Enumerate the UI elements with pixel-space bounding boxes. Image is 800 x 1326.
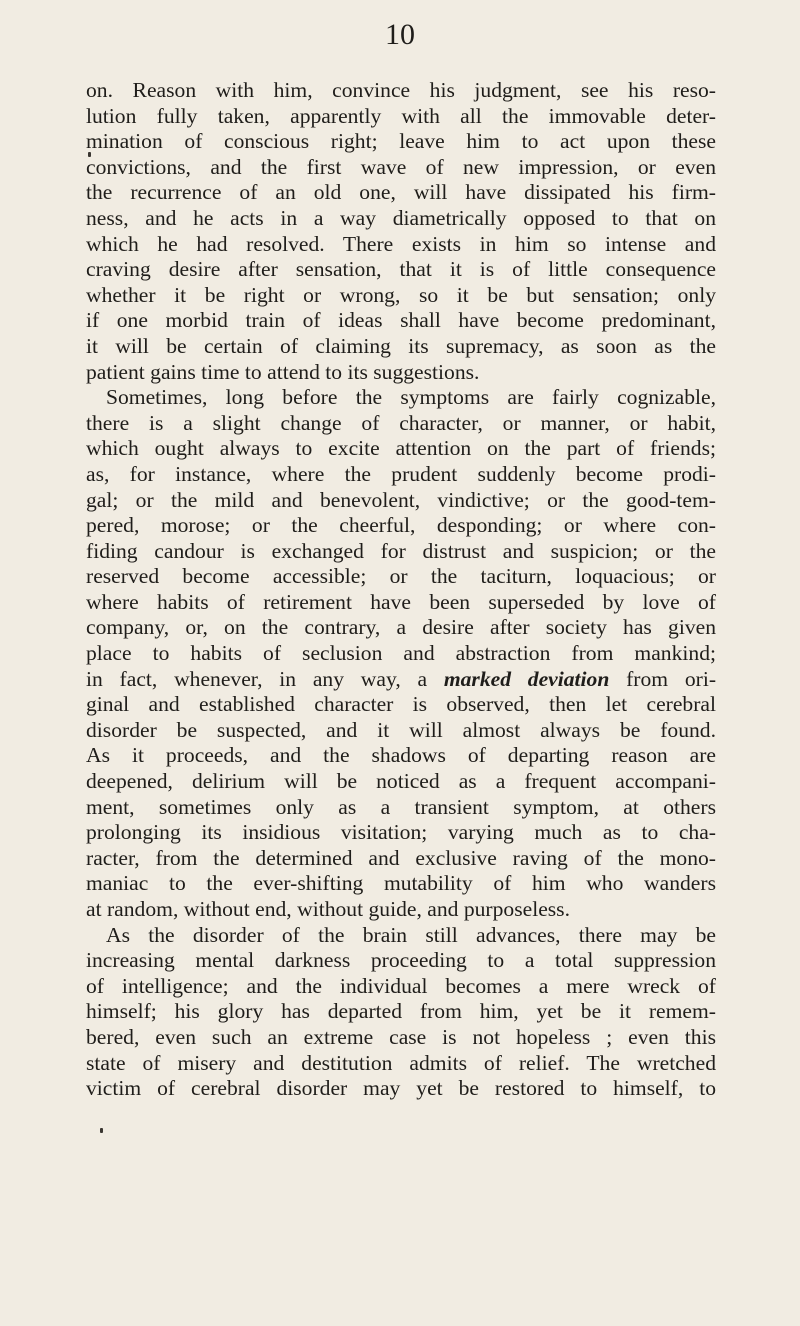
text-line: which he had resolved. There exists in him so intense and (86, 231, 716, 256)
text-line: craving desire after sensation, that it is of little consequence (86, 257, 716, 282)
text-line: As it proceeds, and the shadows of departing reason are (86, 743, 716, 768)
text-line: bered, even such an extreme case is not hopeless ; even this (86, 1024, 716, 1049)
text-line: victim of cerebral disorder may yet be restored to himself, to (86, 1076, 716, 1101)
text-line: prolonging its insidious visitation; varying much as to cha- (86, 820, 716, 845)
text-line: whether it be right or wrong, so it be but sensation; only (86, 282, 716, 307)
text-line: which ought always to excite attention on the part of friends; (86, 436, 716, 461)
text-line: increasing mental darkness proceeding to a total suppression (86, 948, 716, 973)
text-line-with-emphasis (86, 667, 716, 693)
text-line: where habits of retirement have been superseded by love of (86, 589, 716, 614)
text-line: maniac to the ever-shifting mutability of him who wanders (86, 871, 716, 896)
text-line: mination of conscious right; leave him to act upon these (86, 129, 716, 154)
text-segment: in fact, whenever, in any way, a (86, 666, 444, 691)
text-line: gal; or the mild and benevolent, vindictive; or the good-tem- (86, 487, 716, 512)
text-line: of intelligence; and the individual becomes a mere wreck of (86, 973, 716, 998)
paragraph-end-line: at random, without end, without guide, and purposeless. (86, 897, 570, 921)
text-line: if one morbid train of ideas shall have become predominant, (86, 308, 716, 333)
paragraph-start-line: Sometimes, long before the symptoms are fairly cognizable, (106, 385, 716, 410)
text-segment: from ori- (609, 666, 717, 691)
emphasized-phrase: marked deviation (443, 666, 610, 691)
paragraph-start-line: As the disorder of the brain still advances, there may be (106, 922, 716, 947)
text-line: it will be certain of claiming its supremacy, as soon as the (86, 333, 716, 358)
text-line: ginal and established character is observed, then let cerebral (86, 692, 716, 717)
text-line: company, or, on the contrary, a desire after society has given (86, 615, 716, 640)
page-number: 10 (385, 18, 415, 51)
text-line: fiding candour is exchanged for distrust and suspicion; or the (86, 538, 716, 563)
text-line: racter, from the determined and exclusive raving of the mono- (86, 845, 716, 870)
ink-speck-bottom (100, 1128, 103, 1133)
paragraph-end-line: patient gains time to attend to its suggestions. (86, 359, 480, 384)
body-text (86, 78, 716, 1102)
text-line: deepened, delirium will be noticed as a frequent accompani- (86, 769, 716, 794)
text-line: disorder be suspected, and it will almost always be found. (86, 717, 716, 742)
text-line: himself; his glory has departed from him, yet be it remem- (86, 999, 716, 1024)
text-line: on. Reason with him, convince his judgment, see his reso- (86, 78, 716, 102)
text-line: state of misery and destitution admits of relief. The wretched (86, 1050, 716, 1075)
text-line: lution fully taken, apparently with all the immovable deter- (86, 103, 716, 128)
text-line: as, for instance, where the prudent suddenly become prodi- (86, 461, 716, 486)
text-line: pered, morose; or the cheerful, desponding; or where con- (86, 513, 716, 538)
text-line: the recurrence of an old one, will have dissipated his firm- (86, 180, 716, 205)
text-line: reserved become accessible; or the taciturn, loquacious; or (86, 564, 716, 589)
text-line: ness, and he acts in a way diametrically opposed to that on (86, 205, 716, 230)
text-line: ment, sometimes only as a transient symptom, at others (86, 794, 716, 819)
text-line: there is a slight change of character, or manner, or habit, (86, 410, 716, 435)
text-line: convictions, and the first wave of new impression, or even (86, 154, 716, 179)
text-line: place to habits of seclusion and abstraction from mankind; (86, 641, 716, 666)
